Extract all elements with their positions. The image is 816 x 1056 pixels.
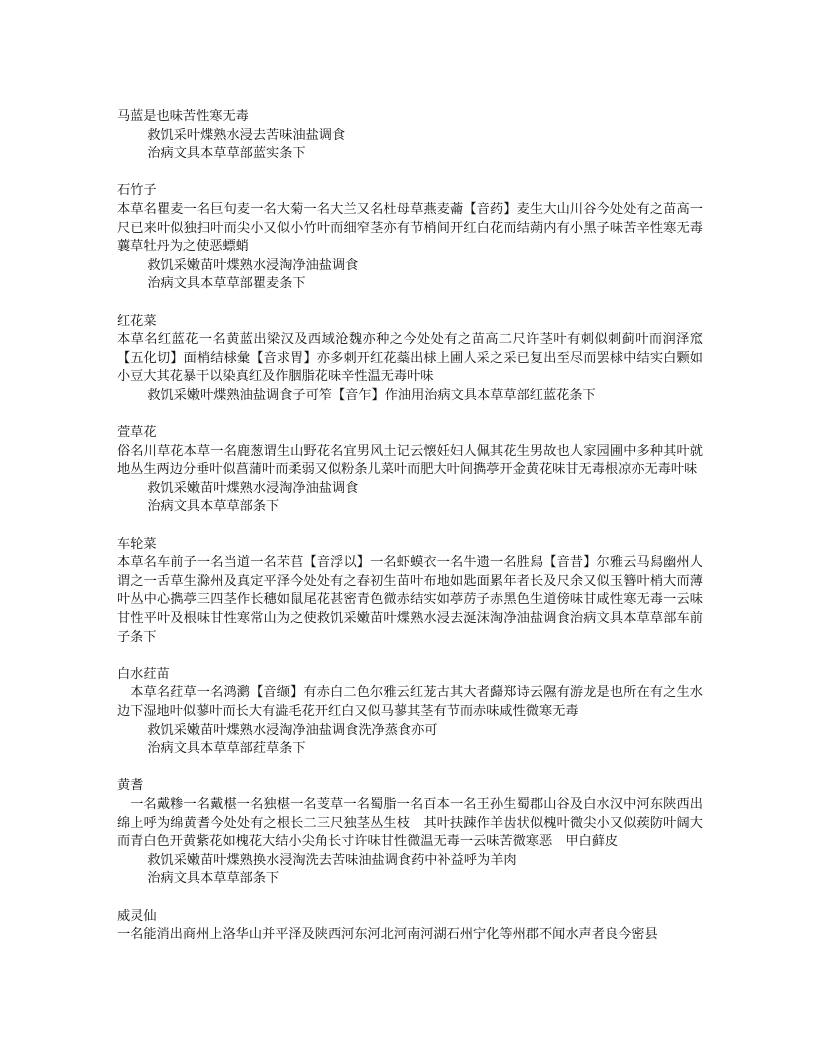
treatment-line: 治病文具本草草部条下 <box>147 871 280 887</box>
intro-line: 马蓝是也味苦性寒无毒 <box>117 109 249 124</box>
entry-xuancaohua <box>117 424 703 517</box>
entry-body: 本草名红蓝花一名黄蓝出梁汉及西域沧魏亦种之今处处有之苗高二尺许茎叶有刺似刺蓟叶而润泽窊【五化切】面梢结梂彙【音求胃】亦多刺开红花蘂出梂上圃人采之采已复出至尽而罢梂中结实白颗如小豆大其花暴干以染真红及作胭脂花味辛性温无毒叶味 <box>117 332 703 385</box>
entry-body: 一名戴糁一名戴椹一名独椹一名芰草一名蜀脂一名百本一名王孙生蜀郡山谷及白水汉中河东陕西出绵上呼为绵黄耆今处处有之根长二三尺独茎丛生枝 其叶扶踈作羊齿状似槐叶微尖小又似蒺防叶阔大而青白色开黄紫花如槐花大结小尖角长寸许味甘性微温无毒一云味苦微寒恶 甲白藓皮 <box>117 796 703 850</box>
entry-title: 石竹子 <box>117 183 157 199</box>
entry-cheluncai <box>117 536 703 648</box>
document-page <box>117 108 703 963</box>
entry-title: 黄耆 <box>117 778 144 794</box>
entry-title: 白水荭苗 <box>117 666 170 682</box>
famine-relief-line: 救饥采嫩苗叶煠熟换水浸淘洗去苦味油盐调食药中补益呼为羊肉 <box>147 852 517 868</box>
famine-relief-line: 救饥采叶煠熟水浸去苦味油盐调食 <box>147 127 346 143</box>
famine-relief-line: 救饥采嫩苗叶煠熟水浸淘净油盐调食 <box>147 257 359 273</box>
entry-title: 威灵仙 <box>117 908 157 924</box>
entry-honghuacai <box>117 313 703 406</box>
entry-huangqi <box>117 777 703 889</box>
famine-relief-line: 救饥采嫩叶煠熟油盐调食子可笮【音乍】作油用治病文具本草草部红蓝花条下 <box>147 387 596 403</box>
entry-baishuihongmiao <box>117 666 703 759</box>
entry-shizhuzi <box>117 182 703 294</box>
treatment-line: 治病文具本草草部荭草条下 <box>147 741 306 757</box>
entry-title: 萱草花 <box>117 425 157 441</box>
entry-title: 红花菜 <box>117 313 157 329</box>
entry-weilingxian <box>117 908 703 945</box>
entry-body: 本草名荭草一名鸿㶉【音缬】有赤白二色尔雅云红茏古其大者蘬郑诗云隰有游龙是也所在有之生水边下湿地叶似蓼叶而长大有澁毛花开红白又似马蓼其茎有节而赤味咸性微寒无毒 <box>117 685 703 719</box>
entry-body: 本草名车前子一名当道一名芣苢【音浮以】一名虾蟆衣一名牛遗一名胜舄【音昔】尔雅云马舄幽州人谓之一舌草生滁州及真定平泽今处处有之春初生苗叶布地如匙面累年者长及尺余又似玉簪叶梢大而薄叶丛中心擕葶三四茎作长穗如鼠尾花甚密青色微赤结实如葶苈子赤黑色生道傍味甘咸性寒无毒一云味甘性平叶及根味甘性寒常山为之使救饥采嫩苗叶煠熟水浸去涎沫淘净油盐调食治病文具本草草部车前子条下 <box>117 555 703 645</box>
famine-relief-line: 救饥采嫩苗叶煠熟水浸淘净油盐调食 <box>147 480 359 496</box>
famine-relief-line: 救饥采嫩苗叶煠熟水浸淘净油盐调食洗净蒸食亦可 <box>147 722 438 738</box>
treatment-line: 治病文具本草草部瞿麦条下 <box>147 276 306 292</box>
entry-body: 俗名川草花本草一名鹿葱谓生山野花名宜男风土记云懐妊妇人佩其花生男故也人家园圃中多种其叶就地丛生两边分垂叶似菖蒲叶而柔弱又似粉条儿菜叶而肥大叶间擕葶开金黄花味甘无毒根凉亦无毒叶味 <box>117 443 703 478</box>
entry-body: 一名能消出商州上洛华山并平泽及陕西河东河北河南河湖石州宁化等州郡不闻水声者良今密县 <box>117 927 658 943</box>
treatment-line: 治病文具本草草部蓝实条下 <box>147 146 306 162</box>
entry-title: 车轮菜 <box>117 536 157 552</box>
treatment-line: 治病文具本草草部条下 <box>147 499 280 515</box>
entry-intro <box>117 108 703 164</box>
entry-body: 本草名瞿麦一名巨句麦一名大菊一名大兰又名杜母草燕麦蘥【音药】麦生大山川谷今处处有之苗高一尺已来叶似独扫叶而尖小又似小竹叶而细窄茎亦有节梢间开红白花而结蒴内有小黑子味苦辛性寒无毒蘘草牡丹为之使恶螵蛸 <box>117 201 703 255</box>
